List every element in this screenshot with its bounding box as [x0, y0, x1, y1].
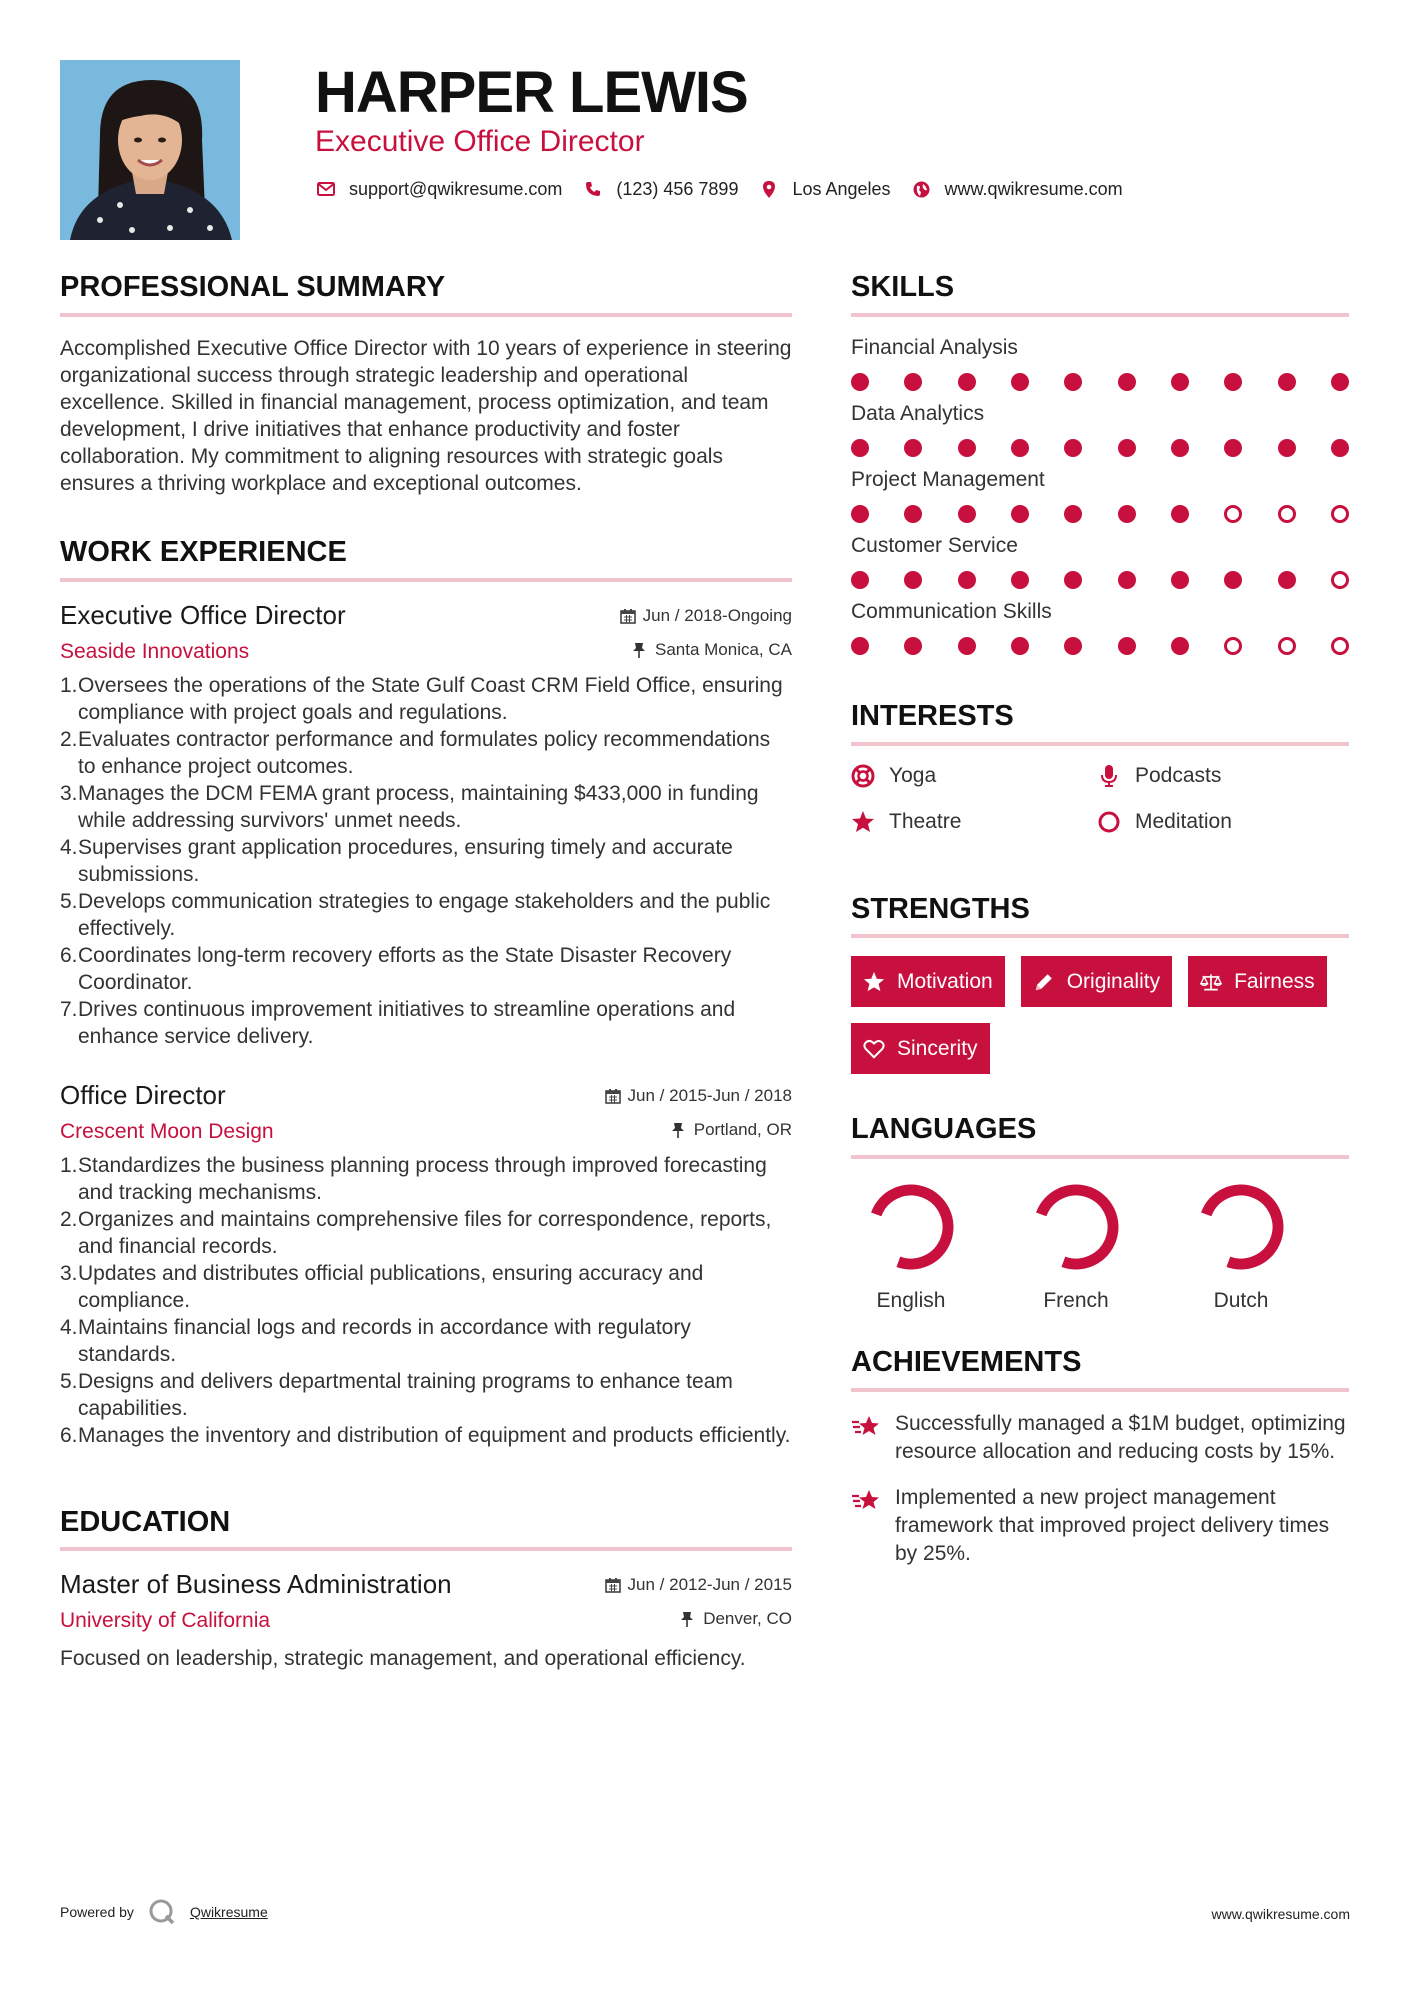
skill-dot-filled	[904, 637, 922, 655]
contact-location	[758, 178, 890, 200]
skill-item	[851, 599, 1349, 665]
language-proficiency-arc	[1206, 1190, 1278, 1264]
section-divider	[60, 578, 792, 582]
skill-dot-filled	[851, 637, 869, 655]
skill-dot-filled	[851, 439, 869, 457]
skill-dot-filled	[1064, 373, 1082, 391]
summary-section	[60, 270, 792, 497]
skill-dot-empty	[1224, 505, 1242, 523]
thumbtack-icon	[671, 1122, 687, 1138]
star-icon	[851, 810, 875, 834]
phone-icon	[582, 178, 604, 200]
skill-dot-filled	[958, 439, 976, 457]
skill-name: Customer Service	[851, 533, 1018, 557]
strengths-section	[851, 892, 1349, 1091]
skill-dot-filled	[851, 505, 869, 523]
skill-item	[851, 533, 1349, 599]
skill-dot-empty	[1331, 505, 1349, 523]
skills-list	[851, 335, 1349, 665]
skill-dot-filled	[1064, 439, 1082, 457]
education-date	[605, 1575, 792, 1595]
skill-dot-filled	[1011, 439, 1029, 457]
language-proficiency-ring	[1191, 1177, 1291, 1277]
skill-dot-filled	[1171, 439, 1189, 457]
list-item: 3. Updates and distributes official publications, ensuring accuracy and compliance.	[60, 1261, 704, 1312]
footer-branding	[60, 1898, 268, 1926]
job-location	[632, 640, 792, 660]
interest-item	[1097, 810, 1232, 834]
skills-section	[851, 270, 1349, 665]
strength-tag	[1021, 956, 1172, 1007]
strengths-list	[851, 956, 1349, 1090]
interests-section	[851, 699, 1349, 864]
list-item: 1. Standardizes the business planning process through improved forecasting and tracking mechanisms.	[60, 1153, 767, 1204]
skill-dot-filled	[904, 571, 922, 589]
job-date	[605, 1086, 792, 1106]
globe-icon	[911, 178, 933, 200]
job-location-text: Santa Monica, CA	[654, 639, 792, 659]
job-role: Office Director	[60, 1079, 226, 1110]
skill-dot-filled	[1011, 571, 1029, 589]
section-divider	[60, 313, 792, 317]
skill-dot-filled	[851, 571, 869, 589]
achievement-item	[851, 1484, 1349, 1568]
job-company: Seaside Innovations	[60, 639, 250, 663]
contact-location-text: Los Angeles	[792, 178, 891, 199]
skill-dot-filled	[958, 373, 976, 391]
skill-dot-filled	[1118, 571, 1136, 589]
microphone-icon	[1097, 764, 1121, 788]
qwikresume-logo-icon	[148, 1898, 176, 1926]
strengths-heading: STRENGTHS	[851, 892, 1030, 925]
job-entry	[60, 600, 792, 1050]
interest-label: Meditation	[1135, 809, 1232, 833]
strength-label: Originality	[1066, 969, 1161, 993]
language-item	[851, 1177, 971, 1313]
skill-dot-filled	[1064, 571, 1082, 589]
job-location	[671, 1120, 792, 1140]
interest-label: Theatre	[889, 809, 962, 833]
experience-section	[60, 535, 792, 1449]
language-proficiency-arc	[876, 1190, 948, 1264]
skill-dot-filled	[1064, 637, 1082, 655]
skill-item	[851, 401, 1349, 467]
interest-item	[851, 810, 961, 834]
footer-brand-link[interactable]: Qwikresume	[189, 1904, 268, 1920]
skill-dot-filled	[1171, 505, 1189, 523]
interests-list	[851, 764, 1349, 864]
interest-item	[851, 764, 936, 788]
list-item: 5. Designs and delivers departmental training programs to enhance team capabilities.	[60, 1369, 733, 1420]
strength-label: Fairness	[1234, 969, 1315, 993]
section-divider	[60, 1547, 792, 1551]
skill-dot-empty	[1278, 505, 1296, 523]
list-item: 3. Manages the DCM FEMA grant process, maintaining $433,000 in funding while addressing survivors' unmet needs.	[60, 781, 759, 832]
pencil-icon	[1033, 971, 1055, 993]
star-icon	[863, 971, 885, 993]
skill-rating	[851, 497, 1349, 533]
list-item: 6. Manages the inventory and distribution of equipment and products efficiently.	[60, 1423, 791, 1447]
list-item: 4. Supervises grant application procedures, ensuring timely and accurate submissions.	[60, 835, 733, 886]
person-portrait-icon	[60, 60, 240, 240]
experience-heading: WORK EXPERIENCE	[60, 535, 347, 568]
skill-dot-filled	[1278, 439, 1296, 457]
heart-icon	[863, 1038, 885, 1060]
achievement-text: Successfully managed a $1M budget, optimizing resource allocation and reducing costs by 15%.	[895, 1411, 1346, 1463]
contact-phone[interactable]	[582, 178, 738, 200]
education-date-text: Jun / 2012-Jun / 2015	[627, 1575, 792, 1595]
calendar-icon	[620, 608, 636, 624]
job-company: Crescent Moon Design	[60, 1119, 274, 1143]
contact-website[interactable]	[911, 178, 1123, 200]
thumbtack-icon	[632, 642, 648, 658]
calendar-icon	[605, 1088, 621, 1104]
job-header	[60, 1080, 792, 1152]
contact-bar	[315, 178, 1143, 200]
strength-tag	[1188, 956, 1327, 1007]
language-name: French	[1043, 1289, 1109, 1313]
language-item	[1181, 1177, 1301, 1313]
balance-scale-icon	[1200, 971, 1222, 993]
candidate-title: Executive Office Director	[315, 125, 645, 158]
skill-dot-filled	[958, 571, 976, 589]
skill-dot-filled	[1224, 373, 1242, 391]
skill-dot-filled	[1118, 637, 1136, 655]
candidate-name: HARPER LEWIS	[315, 60, 748, 125]
contact-website-text: www.qwikresume.com	[944, 178, 1123, 199]
skill-dot-filled	[958, 637, 976, 655]
contact-email-text: support@qwikresume.com	[349, 178, 563, 199]
skill-dot-filled	[1278, 571, 1296, 589]
skill-dot-filled	[904, 373, 922, 391]
interest-item	[1097, 764, 1221, 788]
skill-dot-filled	[1171, 571, 1189, 589]
skill-dot-filled	[958, 505, 976, 523]
language-name: Dutch	[1213, 1289, 1269, 1313]
education-school: University of California	[60, 1609, 271, 1633]
resume-header	[60, 60, 1350, 240]
skill-dot-filled	[1118, 505, 1136, 523]
section-divider	[851, 742, 1349, 746]
achievements-section	[851, 1345, 1349, 1568]
calendar-icon	[605, 1577, 621, 1593]
right-column	[851, 270, 1349, 1586]
skill-dot-filled	[1224, 439, 1242, 457]
list-item: 5. Develops communication strategies to engage stakeholders and the public effectively.	[60, 889, 771, 940]
education-degree: Master of Business Administration	[60, 1569, 452, 1600]
education-section	[60, 1505, 792, 1673]
skill-name: Communication Skills	[851, 599, 1052, 623]
list-item: 2. Evaluates contractor performance and formulates policy recommendations to enhance project outcomes.	[60, 727, 771, 778]
skill-dot-filled	[1118, 373, 1136, 391]
skill-dot-filled	[904, 505, 922, 523]
skill-dot-filled	[851, 373, 869, 391]
shooting-star-icon	[851, 1486, 881, 1516]
circle-icon	[1097, 810, 1121, 834]
skill-rating	[851, 563, 1349, 599]
language-item	[1016, 1177, 1136, 1313]
skill-rating	[851, 629, 1349, 665]
skill-dot-filled	[1064, 505, 1082, 523]
footer-website[interactable]: www.qwikresume.com	[1211, 1906, 1350, 1922]
section-divider	[851, 1155, 1349, 1159]
skill-dot-filled	[1331, 373, 1349, 391]
skills-heading: SKILLS	[851, 271, 955, 303]
skill-dot-filled	[1171, 373, 1189, 391]
contact-email[interactable]	[315, 178, 562, 200]
languages-section	[851, 1112, 1349, 1317]
skill-dot-filled	[904, 439, 922, 457]
skill-item	[851, 335, 1349, 401]
education-location-text: Denver, CO	[703, 1609, 792, 1629]
job-location-text: Portland, OR	[693, 1119, 792, 1139]
skill-dot-filled	[1011, 637, 1029, 655]
strength-label: Motivation	[897, 969, 993, 993]
powered-by-label: Powered by	[60, 1904, 134, 1920]
achievements-heading: ACHIEVEMENTS	[851, 1346, 1082, 1379]
skill-item	[851, 467, 1349, 533]
skill-dot-empty	[1331, 637, 1349, 655]
summary-heading: PROFESSIONAL SUMMARY	[60, 271, 446, 303]
profile-photo	[60, 60, 240, 240]
job-date-text: Jun / 2018-Ongoing	[642, 605, 792, 625]
skill-rating	[851, 431, 1349, 467]
job-date-text: Jun / 2015-Jun / 2018	[627, 1085, 792, 1105]
skill-dot-filled	[1118, 439, 1136, 457]
language-proficiency-ring	[861, 1177, 961, 1277]
interest-label: Podcasts	[1135, 763, 1222, 787]
skill-dot-filled	[1278, 373, 1296, 391]
job-duties	[60, 672, 792, 1050]
job-role: Executive Office Director	[60, 599, 346, 630]
skill-dot-empty	[1331, 571, 1349, 589]
skill-dot-filled	[1224, 571, 1242, 589]
skill-rating	[851, 365, 1349, 401]
language-proficiency-ring	[1026, 1177, 1126, 1277]
left-column	[60, 270, 792, 1672]
languages-list	[851, 1177, 1349, 1317]
strength-label: Sincerity	[897, 1036, 978, 1060]
page-footer	[60, 1898, 1350, 1938]
section-divider	[851, 313, 1349, 317]
strength-tag	[851, 956, 1005, 1007]
envelope-icon	[315, 178, 337, 200]
job-header	[60, 600, 792, 672]
language-proficiency-arc	[1041, 1190, 1113, 1264]
strength-tag	[851, 1023, 990, 1074]
shooting-star-icon	[851, 1412, 881, 1442]
achievement-text: Implemented a new project management framework that improved project delivery times by 25%.	[895, 1485, 1330, 1565]
skill-dot-filled	[1011, 505, 1029, 523]
list-item: 2. Organizes and maintains comprehensive files for correspondence, reports, and financial records.	[60, 1207, 772, 1258]
language-name: English	[876, 1289, 946, 1313]
job-entry	[60, 1080, 792, 1449]
skill-dot-filled	[1011, 373, 1029, 391]
skill-name: Financial Analysis	[851, 335, 1018, 359]
skill-dot-filled	[1171, 637, 1189, 655]
languages-heading: LANGUAGES	[851, 1113, 1037, 1146]
job-duties	[60, 1152, 792, 1449]
map-pin-icon	[758, 178, 780, 200]
achievement-item	[851, 1410, 1349, 1466]
life-ring-icon	[851, 764, 875, 788]
skill-dot-empty	[1278, 637, 1296, 655]
list-item: 7. Drives continuous improvement initiatives to streamline operations and enhance service delivery.	[60, 997, 736, 1048]
thumbtack-icon	[680, 1611, 696, 1627]
section-divider	[851, 1388, 1349, 1392]
list-item: 1. Oversees the operations of the State Gulf Coast CRM Field Office, ensuring compliance with project goals and regulations.	[60, 673, 783, 724]
education-header	[60, 1569, 792, 1645]
job-date	[620, 606, 792, 626]
summary-text: Accomplished Executive Office Director with 10 years of experience in steering organizational success through strategic leadership and operational excellence. Skilled in financial management, process optimization, and team development, I drive initiatives that enhance productivity and foster collaboration. My commitment to aligning resources with strategic goals ensures a thriving workplace and exceptional outcomes.	[60, 336, 792, 495]
skill-name: Project Management	[851, 467, 1045, 491]
interests-heading: INTERESTS	[851, 699, 1014, 732]
contact-phone-text: (123) 456 7899	[616, 178, 739, 199]
education-heading: EDUCATION	[60, 1505, 231, 1538]
interest-label: Yoga	[889, 763, 937, 787]
section-divider	[851, 934, 1349, 938]
skill-name: Data Analytics	[851, 401, 985, 425]
skill-dot-filled	[1331, 439, 1349, 457]
list-item: 4. Maintains financial logs and records in accordance with regulatory standards.	[60, 1315, 691, 1366]
list-item: 6. Coordinates long-term recovery efforts as the State Disaster Recovery Coordinator.	[60, 943, 732, 994]
education-description: Focused on leadership, strategic management, and operational efficiency.	[60, 1647, 746, 1671]
education-location	[680, 1609, 792, 1629]
skill-dot-empty	[1224, 637, 1242, 655]
